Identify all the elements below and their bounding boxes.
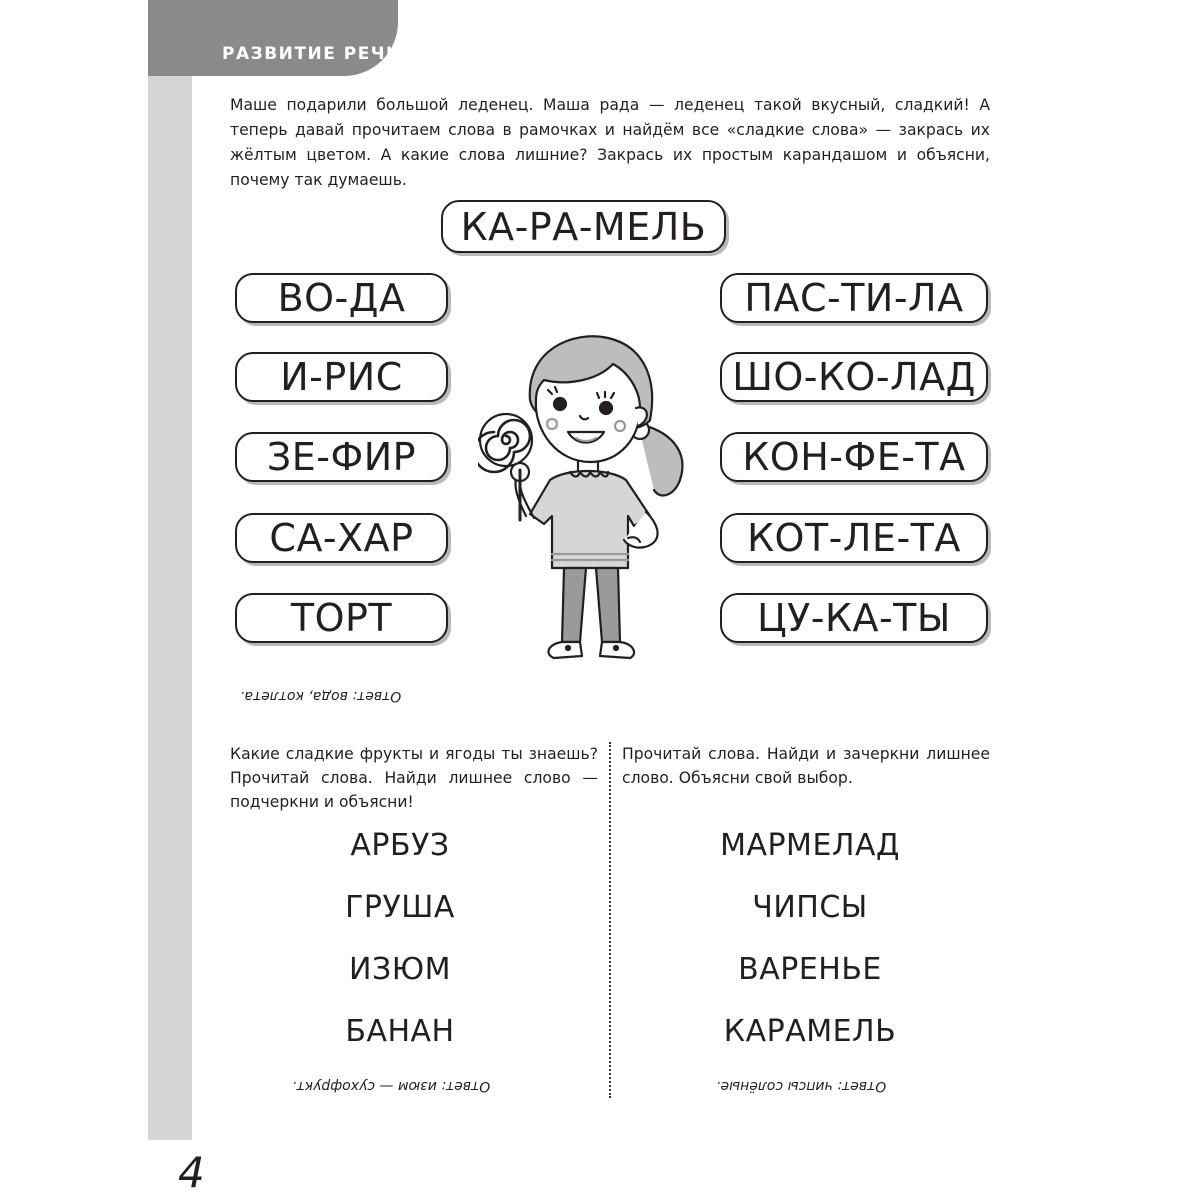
fruit-word: АРБУЗ [350,828,450,863]
intro-paragraph: Маше подарили большой леденец. Маша рада — леденец такой вкусный, сладкий! А теперь давай прочитаем слова в рамочках и найдём все «сладкие слова» — закрась их жёлтым цветом. А какие слова лишние? Закрась их простым карандашом и объясни, почему так думаешь. [230,96,990,189]
task-left-text: Какие сладкие фрукты и ягоды ты знаешь? Прочитай слова. Найди лишнее слово — подчеркни и объясни! [230,745,598,811]
section-title: РАЗВИТИЕ РЕЧИ [222,44,402,64]
fruit-word: БАНАН [345,1014,455,1049]
task-right-text: Прочитай слова. Найди и зачеркни лишнее слово. Объясни свой выбор. [622,745,990,787]
answer-left-inverted: Ответ: изюм — сухофрукт. [292,1078,491,1094]
section-header-tab [148,0,398,76]
sweet-word: КАРАМЕЛЬ [723,1014,897,1049]
word-box-right: ШО-КО-ЛАД [720,352,988,402]
word-box-right: КОТ-ЛЕ-ТА [720,513,988,563]
word-box-left: ЗЕ-ФИР [235,432,448,482]
word-box-right: ЦУ-КА-ТЫ [720,593,988,643]
answer-1-inverted: Ответ: вода, котлета. [240,688,402,704]
girl-with-lollipop-illustration [478,320,700,666]
word-box-left: ТОРТ [235,593,448,643]
answer-right-inverted: Ответ: чипсы солёные. [716,1078,887,1094]
sweet-word: ВАРЕНЬЕ [738,952,882,987]
word-box-right: КОН-ФЕ-ТА [720,432,988,482]
word-box-left: ВО-ДА [235,273,448,323]
fruit-word: ГРУША [345,890,455,925]
word-box-left: И-РИС [235,352,448,402]
page-number: 4 [178,1148,205,1197]
fruit-word: ИЗЮМ [349,952,451,987]
column-divider [609,742,611,1098]
side-strip [148,0,192,1200]
word-box-top: КА-РА-МЕЛЬ [441,200,726,253]
word-box-right: ПАС-ТИ-ЛА [720,273,988,323]
sweet-word: МАРМЕЛАД [720,828,900,863]
word-box-left: СА-ХАР [235,513,448,563]
sweet-word: ЧИПСЫ [752,890,868,925]
